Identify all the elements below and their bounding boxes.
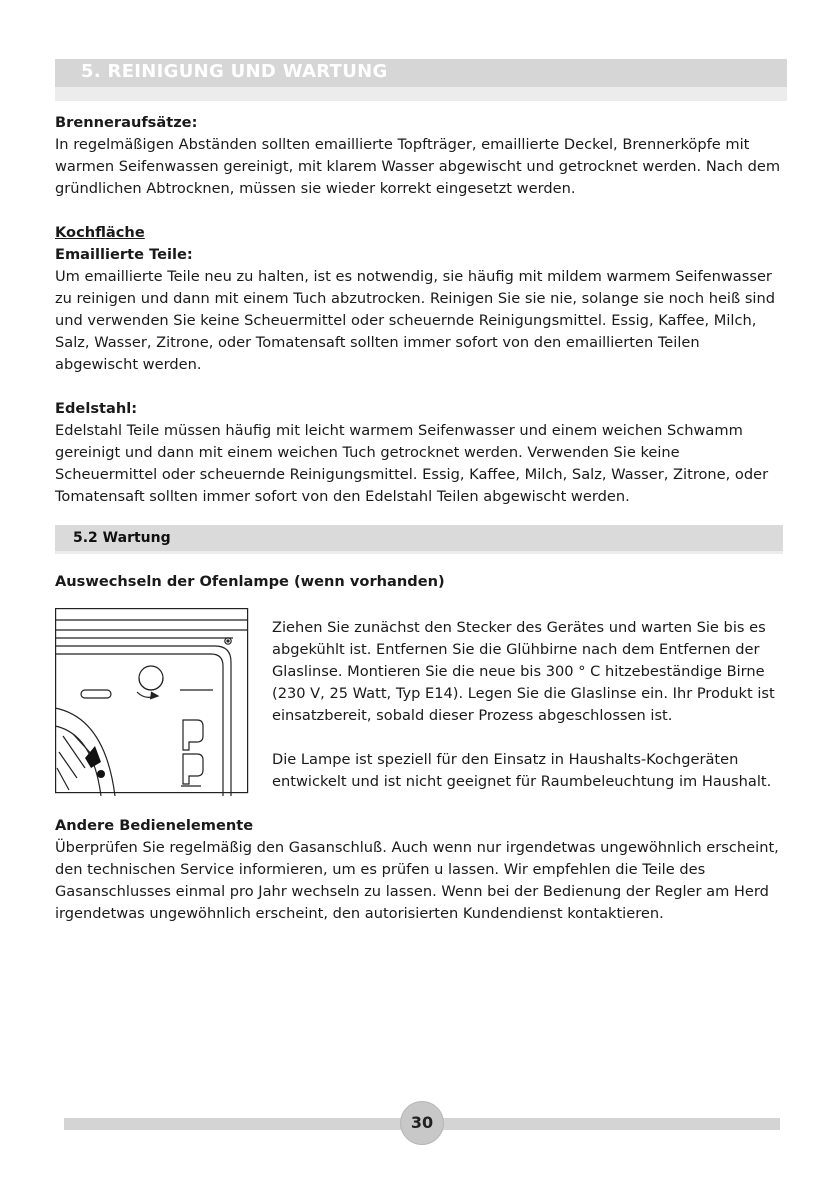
lamp-text-1: Ziehen Sie zunächst den Stecker des Gerätes und warten Sie bis es abgekühlt ist. Entfernen Sie die Glühbirne nach dem Entfernen der Glaslinse. Montieren Sie die neue bis 300 ° C hitzebeständige Birne (230 V, 25 Watt, Typ E14). Legen Sie die Glaslinse ein. Ihr Produkt ist einsatzbereit, sobald dieser Prozess abgeschlossen ist. [272, 619, 775, 724]
steel-text: Edelstahl Teile müssen häufig mit leicht warmem Seifenwasser und einem weichen Schwamm gereinigt und dann mit einem weichen Tuch getrocknet werden. Verwenden Sie keine Scheuermittel oder scheuernde Reinigungsmittel. Essig, Kaffee, Milch, Salz, Wasser, Zitrone, oder Tomatensaft sollten immer sofort von den Edelstahl Teilen abgewischt werden. [55, 422, 769, 505]
burner-heading: Brenneraufsätze: [55, 114, 198, 131]
maintenance-header-bar [55, 525, 783, 551]
steel-section [55, 398, 785, 508]
lamp-text-2: Die Lampe ist speziell für den Einsatz in Haushalts-Kochgeräten entwickelt und ist nicht geeignet für Raumbeleuchtung im Haushalt. [272, 751, 772, 790]
footer-line-right [442, 1118, 780, 1130]
burner-text: In regelmäßigen Abständen sollten emaillierte Topfträger, emaillierte Deckel, Brennerköpfe mit warmen Seifenwassen gereinigt, mit klarem Wasser abgewischt und getrocknet werden. Nach dem gründlichen Abtrocknen, müssen sie wieder korrekt eingesetzt werden. [55, 136, 781, 197]
page-number: 30 [400, 1101, 444, 1145]
lamp-text-block [272, 617, 784, 793]
hob-heading: Kochfläche [55, 224, 145, 241]
lamp-heading-block [55, 571, 785, 593]
steel-heading: Edelstahl: [55, 400, 138, 417]
enamel-heading: Emaillierte Teile: [55, 246, 193, 263]
section-header-bar [55, 59, 787, 87]
footer-line-left [64, 1118, 402, 1130]
enamel-text: Um emaillierte Teile neu zu halten, ist es notwendig, sie häufig mit mildem warmem Seifenwasser zu reinigen und dann mit einem Tuch abzutrocken. Reinigen Sie sie nie, solange sie noch heiß sind und verwenden Sie keine Scheuermittel oder scheuernde Reinigungsmittel. Essig, Kaffee, Milch, Salz, Wasser, Zitrone, oder Tomatensaft sollten immer sofort von den emaillierten Teilen abgewischt werden. [55, 268, 775, 373]
maintenance-title: 5.2 Wartung [73, 530, 171, 546]
burner-section [55, 112, 785, 200]
lamp-heading: Auswechseln der Ofenlampe (wenn vorhanden) [55, 573, 445, 590]
controls-section [55, 815, 785, 925]
section-title: 5. REINIGUNG UND WARTUNG [81, 61, 388, 82]
controls-heading: Andere Bedienelemente [55, 817, 254, 834]
controls-text: Überprüfen Sie regelmäßig den Gasanschluß. Auch wenn nur irgendetwas ungewöhnlich erscheint, den technischen Service informieren, um es prüfen u lassen. Wir empfehlen die Teile des Gasanschlusses einmal pro Jahr wechseln zu lassen. Wenn bei der Bedienung der Regler am Herd irgendetwas ungewöhnlich erscheint, den autorisierten Kundendienst kontaktieren. [55, 839, 779, 922]
oven-lamp-illustration [55, 608, 250, 796]
hob-section [55, 222, 785, 376]
